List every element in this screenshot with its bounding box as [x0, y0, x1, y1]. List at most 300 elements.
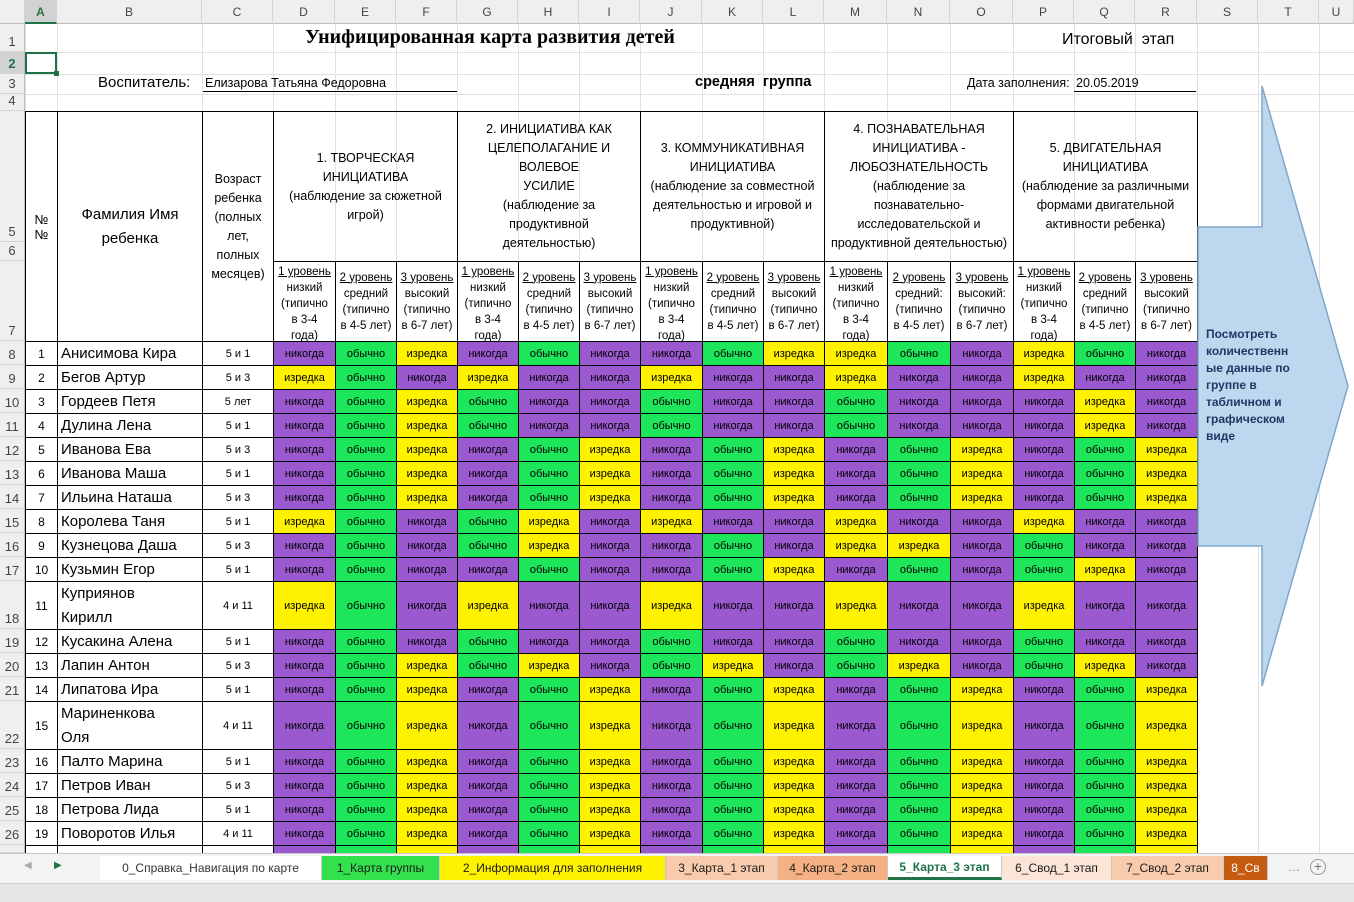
row-header-14[interactable]: 14 — [0, 485, 25, 509]
assessment-cell[interactable]: никогда — [457, 797, 519, 822]
assessment-cell[interactable]: обычно — [335, 629, 397, 654]
sheet-tab-2[interactable]: 2_Информация для заполнения — [440, 856, 666, 880]
row-header-9[interactable]: 9 — [0, 365, 25, 389]
assessment-cell[interactable]: никогда — [273, 701, 336, 750]
assessment-cell[interactable]: никогда — [1135, 653, 1198, 678]
assessment-cell[interactable]: никогда — [1013, 677, 1075, 702]
assessment-cell[interactable]: изредка — [640, 581, 703, 630]
assessment-cell[interactable]: изредка — [396, 677, 458, 702]
assessment-cell[interactable]: обычно — [824, 413, 888, 438]
assessment-cell[interactable]: никогда — [950, 581, 1014, 630]
assessment-cell[interactable]: изредка — [518, 653, 580, 678]
assessment-cell[interactable]: никогда — [640, 749, 703, 774]
row-header-7[interactable]: 7 — [0, 261, 25, 341]
assessment-cell[interactable]: изредка — [950, 797, 1014, 822]
assessment-cell[interactable]: никогда — [457, 773, 519, 798]
assessment-cell[interactable]: никогда — [1135, 341, 1198, 366]
sheet-tab-5[interactable]: 5_Карта_3 этап — [888, 856, 1002, 880]
assessment-cell[interactable]: изредка — [273, 365, 336, 390]
assessment-cell[interactable]: никогда — [396, 509, 458, 534]
assessment-cell[interactable]: обычно — [335, 581, 397, 630]
assessment-cell[interactable]: никогда — [1013, 701, 1075, 750]
assessment-cell[interactable]: изредка — [950, 701, 1014, 750]
assessment-cell[interactable]: обычно — [457, 413, 519, 438]
tabs-more-icon[interactable]: … — [1288, 860, 1300, 874]
assessment-cell[interactable]: никогда — [702, 389, 764, 414]
assessment-cell[interactable]: никогда — [824, 701, 888, 750]
assessment-cell[interactable]: никогда — [824, 437, 888, 462]
assessment-cell[interactable]: изредка — [1135, 437, 1198, 462]
assessment-cell[interactable]: никогда — [887, 389, 951, 414]
assessment-cell[interactable]: обычно — [702, 437, 764, 462]
assessment-cell[interactable]: никогда — [273, 557, 336, 582]
assessment-cell[interactable]: никогда — [640, 677, 703, 702]
assessment-cell[interactable]: никогда — [1013, 389, 1075, 414]
assessment-cell[interactable]: никогда — [457, 557, 519, 582]
assessment-cell[interactable]: обычно — [335, 389, 397, 414]
assessment-cell[interactable]: никогда — [763, 629, 825, 654]
assessment-cell[interactable]: изредка — [887, 653, 951, 678]
assessment-cell[interactable]: изредка — [1013, 509, 1075, 534]
assessment-cell[interactable]: никогда — [396, 581, 458, 630]
assessment-cell[interactable]: обычно — [824, 389, 888, 414]
row-header-4[interactable]: 4 — [0, 94, 25, 111]
column-header-S[interactable]: S — [1197, 0, 1258, 24]
assessment-cell[interactable]: обычно — [1074, 749, 1136, 774]
assessment-cell[interactable]: никогда — [1135, 389, 1198, 414]
assessment-cell[interactable]: никогда — [702, 365, 764, 390]
assessment-cell[interactable]: никогда — [950, 413, 1014, 438]
assessment-cell[interactable]: изредка — [579, 677, 641, 702]
assessment-cell[interactable]: никогда — [457, 485, 519, 510]
assessment-cell[interactable]: никогда — [950, 389, 1014, 414]
assessment-cell[interactable]: никогда — [640, 485, 703, 510]
assessment-cell[interactable]: никогда — [702, 629, 764, 654]
assessment-cell[interactable]: обычно — [1074, 701, 1136, 750]
assessment-cell[interactable]: никогда — [1135, 365, 1198, 390]
assessment-cell[interactable]: никогда — [640, 557, 703, 582]
assessment-cell[interactable]: никогда — [763, 365, 825, 390]
assessment-cell[interactable]: изредка — [950, 437, 1014, 462]
assessment-cell[interactable]: обычно — [640, 413, 703, 438]
assessment-cell[interactable]: никогда — [273, 485, 336, 510]
assessment-cell[interactable]: обычно — [335, 365, 397, 390]
assessment-cell[interactable]: никогда — [1013, 413, 1075, 438]
assessment-cell[interactable]: никогда — [457, 461, 519, 486]
assessment-cell[interactable]: никогда — [702, 413, 764, 438]
row-header-26[interactable]: 26 — [0, 821, 25, 845]
sheet-tab-0[interactable]: 0_Справка_Навигация по карте — [100, 856, 322, 880]
assessment-cell[interactable]: никогда — [950, 533, 1014, 558]
sheet-tab-4[interactable]: 4_Карта_2 этап — [778, 856, 888, 880]
assessment-cell[interactable]: обычно — [335, 341, 397, 366]
assessment-cell[interactable]: никогда — [763, 653, 825, 678]
assessment-cell[interactable]: изредка — [457, 365, 519, 390]
assessment-cell[interactable]: изредка — [396, 701, 458, 750]
assessment-cell[interactable]: обычно — [335, 413, 397, 438]
assessment-cell[interactable]: изредка — [824, 341, 888, 366]
assessment-cell[interactable]: обычно — [518, 557, 580, 582]
assessment-cell[interactable]: обычно — [1013, 533, 1075, 558]
assessment-cell[interactable]: изредка — [396, 773, 458, 798]
assessment-cell[interactable]: никогда — [824, 797, 888, 822]
assessment-cell[interactable]: никогда — [273, 413, 336, 438]
assessment-cell[interactable]: обычно — [518, 485, 580, 510]
column-header-R[interactable]: R — [1135, 0, 1197, 24]
assessment-cell[interactable]: обычно — [457, 389, 519, 414]
assessment-cell[interactable]: изредка — [763, 341, 825, 366]
row-header-10[interactable]: 10 — [0, 389, 25, 413]
column-header-K[interactable]: K — [702, 0, 763, 24]
assessment-cell[interactable]: никогда — [579, 341, 641, 366]
assessment-cell[interactable]: никогда — [273, 629, 336, 654]
assessment-cell[interactable]: никогда — [1013, 461, 1075, 486]
assessment-cell[interactable]: никогда — [1013, 797, 1075, 822]
assessment-cell[interactable]: изредка — [579, 701, 641, 750]
assessment-cell[interactable]: обычно — [457, 533, 519, 558]
assessment-cell[interactable]: никогда — [579, 581, 641, 630]
assessment-cell[interactable]: изредка — [1135, 485, 1198, 510]
assessment-cell[interactable]: никогда — [273, 749, 336, 774]
assessment-cell[interactable]: никогда — [763, 413, 825, 438]
row-header-16[interactable]: 16 — [0, 533, 25, 557]
assessment-cell[interactable]: изредка — [824, 509, 888, 534]
assessment-cell[interactable]: никогда — [273, 533, 336, 558]
assessment-cell[interactable]: изредка — [950, 773, 1014, 798]
assessment-cell[interactable]: изредка — [518, 509, 580, 534]
arrow-text[interactable]: Посмотреть количественн ые данные по группе в табличном и графическом виде — [1206, 327, 1290, 443]
assessment-cell[interactable]: никогда — [1013, 773, 1075, 798]
assessment-cell[interactable]: изредка — [824, 533, 888, 558]
assessment-cell[interactable]: никогда — [273, 437, 336, 462]
assessment-cell[interactable]: обычно — [335, 821, 397, 846]
assessment-cell[interactable]: никогда — [518, 413, 580, 438]
column-header-L[interactable]: L — [763, 0, 824, 24]
assessment-cell[interactable]: обычно — [518, 797, 580, 822]
column-header-P[interactable]: P — [1013, 0, 1074, 24]
assessment-cell[interactable]: никогда — [1135, 581, 1198, 630]
row-header-12[interactable]: 12 — [0, 437, 25, 461]
assessment-cell[interactable]: обычно — [887, 437, 951, 462]
assessment-cell[interactable]: никогда — [273, 821, 336, 846]
assessment-cell[interactable]: никогда — [1074, 581, 1136, 630]
assessment-cell[interactable]: изредка — [396, 485, 458, 510]
assessment-cell[interactable]: никогда — [1135, 509, 1198, 534]
assessment-cell[interactable]: изредка — [1135, 797, 1198, 822]
assessment-cell[interactable]: изредка — [1135, 773, 1198, 798]
column-header-T[interactable]: T — [1258, 0, 1319, 24]
assessment-cell[interactable]: обычно — [335, 749, 397, 774]
assessment-cell[interactable]: изредка — [763, 701, 825, 750]
select-all-corner[interactable] — [0, 0, 25, 24]
assessment-cell[interactable]: никогда — [457, 677, 519, 702]
assessment-cell[interactable]: изредка — [1013, 341, 1075, 366]
assessment-cell[interactable]: никогда — [457, 701, 519, 750]
add-sheet-icon[interactable]: + — [1310, 859, 1326, 875]
assessment-cell[interactable]: обычно — [335, 461, 397, 486]
assessment-cell[interactable]: обычно — [518, 437, 580, 462]
sheet-tab-3[interactable]: 3_Карта_1 этап — [666, 856, 778, 880]
assessment-cell[interactable]: изредка — [950, 821, 1014, 846]
assessment-cell[interactable]: изредка — [273, 581, 336, 630]
assessment-cell[interactable]: изредка — [396, 749, 458, 774]
assessment-cell[interactable]: обычно — [1013, 653, 1075, 678]
assessment-cell[interactable]: никогда — [1074, 365, 1136, 390]
assessment-cell[interactable]: обычно — [518, 677, 580, 702]
assessment-cell[interactable]: никогда — [1074, 509, 1136, 534]
assessment-cell[interactable]: никогда — [824, 557, 888, 582]
assessment-cell[interactable]: обычно — [702, 821, 764, 846]
assessment-cell[interactable]: изредка — [763, 797, 825, 822]
column-header-C[interactable]: C — [202, 0, 273, 24]
assessment-cell[interactable]: никогда — [457, 749, 519, 774]
assessment-cell[interactable]: обычно — [702, 557, 764, 582]
assessment-cell[interactable]: никогда — [579, 557, 641, 582]
column-header-H[interactable]: H — [518, 0, 579, 24]
assessment-cell[interactable]: обычно — [702, 341, 764, 366]
sheet-tab-7[interactable]: 7_Свод_2 этап — [1112, 856, 1224, 880]
column-header-M[interactable]: M — [824, 0, 887, 24]
column-header-N[interactable]: N — [887, 0, 950, 24]
assessment-cell[interactable]: изредка — [950, 749, 1014, 774]
assessment-cell[interactable]: обычно — [887, 677, 951, 702]
assessment-cell[interactable]: изредка — [273, 509, 336, 534]
assessment-cell[interactable]: никогда — [1135, 557, 1198, 582]
assessment-cell[interactable]: изредка — [579, 821, 641, 846]
assessment-cell[interactable]: изредка — [396, 413, 458, 438]
assessment-cell[interactable]: обычно — [457, 653, 519, 678]
row-header-25[interactable]: 25 — [0, 797, 25, 821]
assessment-cell[interactable]: изредка — [950, 485, 1014, 510]
assessment-cell[interactable]: изредка — [640, 509, 703, 534]
assessment-cell[interactable]: изредка — [763, 461, 825, 486]
assessment-cell[interactable]: никогда — [273, 677, 336, 702]
assessment-cell[interactable]: изредка — [579, 437, 641, 462]
column-header-J[interactable]: J — [640, 0, 702, 24]
column-header-Q[interactable]: Q — [1074, 0, 1135, 24]
assessment-cell[interactable]: никогда — [640, 797, 703, 822]
assessment-cell[interactable]: изредка — [950, 461, 1014, 486]
column-header-I[interactable]: I — [579, 0, 640, 24]
assessment-cell[interactable]: никогда — [950, 629, 1014, 654]
row-header-2[interactable]: 2 — [0, 52, 25, 74]
assessment-cell[interactable]: обычно — [702, 797, 764, 822]
assessment-cell[interactable]: изредка — [1135, 821, 1198, 846]
assessment-cell[interactable]: изредка — [640, 365, 703, 390]
row-header-13[interactable]: 13 — [0, 461, 25, 485]
column-header-O[interactable]: O — [950, 0, 1013, 24]
assessment-cell[interactable]: обычно — [702, 533, 764, 558]
sheet-tab-6[interactable]: 6_Свод_1 этап — [1002, 856, 1112, 880]
assessment-cell[interactable]: никогда — [273, 389, 336, 414]
assessment-cell[interactable]: изредка — [457, 581, 519, 630]
assessment-cell[interactable]: никогда — [579, 629, 641, 654]
assessment-cell[interactable]: никогда — [457, 821, 519, 846]
column-header-E[interactable]: E — [335, 0, 396, 24]
assessment-cell[interactable]: никогда — [763, 389, 825, 414]
assessment-cell[interactable]: никогда — [1013, 749, 1075, 774]
assessment-cell[interactable]: обычно — [1074, 485, 1136, 510]
assessment-cell[interactable]: никогда — [824, 821, 888, 846]
assessment-cell[interactable]: обычно — [518, 773, 580, 798]
assessment-cell[interactable]: изредка — [1135, 677, 1198, 702]
assessment-cell[interactable]: обычно — [887, 557, 951, 582]
column-header-F[interactable]: F — [396, 0, 457, 24]
row-header-3[interactable]: 3 — [0, 74, 25, 94]
assessment-cell[interactable]: обычно — [335, 509, 397, 534]
assessment-cell[interactable]: никогда — [396, 365, 458, 390]
assessment-cell[interactable]: обычно — [1074, 437, 1136, 462]
row-header-23[interactable]: 23 — [0, 749, 25, 773]
assessment-cell[interactable]: обычно — [1074, 797, 1136, 822]
assessment-cell[interactable]: обычно — [887, 821, 951, 846]
assessment-cell[interactable]: обычно — [1013, 629, 1075, 654]
row-header-18[interactable]: 18 — [0, 581, 25, 629]
row-header-21[interactable]: 21 — [0, 677, 25, 701]
assessment-cell[interactable]: изредка — [763, 749, 825, 774]
assessment-cell[interactable]: никогда — [640, 533, 703, 558]
assessment-cell[interactable]: обычно — [335, 485, 397, 510]
assessment-cell[interactable]: никогда — [640, 701, 703, 750]
row-header-1[interactable]: 1 — [0, 24, 25, 52]
assessment-cell[interactable]: никогда — [1135, 533, 1198, 558]
assessment-cell[interactable]: изредка — [887, 533, 951, 558]
assessment-cell[interactable]: изредка — [579, 749, 641, 774]
assessment-cell[interactable]: никогда — [950, 341, 1014, 366]
assessment-cell[interactable]: изредка — [396, 461, 458, 486]
assessment-cell[interactable]: никогда — [273, 797, 336, 822]
assessment-cell[interactable]: обычно — [702, 677, 764, 702]
assessment-cell[interactable]: обычно — [887, 797, 951, 822]
assessment-cell[interactable]: никогда — [887, 365, 951, 390]
assessment-cell[interactable]: обычно — [702, 773, 764, 798]
assessment-cell[interactable]: изредка — [763, 773, 825, 798]
assessment-cell[interactable]: никогда — [950, 557, 1014, 582]
assessment-cell[interactable]: никогда — [396, 629, 458, 654]
assessment-cell[interactable]: никогда — [1074, 533, 1136, 558]
assessment-cell[interactable]: обычно — [518, 821, 580, 846]
assessment-cell[interactable]: обычно — [518, 461, 580, 486]
assessment-cell[interactable]: изредка — [396, 437, 458, 462]
assessment-cell[interactable]: изредка — [579, 461, 641, 486]
assessment-cell[interactable]: обычно — [457, 629, 519, 654]
sheet-tab-1[interactable]: 1_Карта группы — [322, 856, 440, 880]
assessment-cell[interactable]: обычно — [335, 701, 397, 750]
assessment-cell[interactable]: никогда — [763, 581, 825, 630]
assessment-cell[interactable]: никогда — [640, 821, 703, 846]
assessment-cell[interactable]: изредка — [1013, 581, 1075, 630]
assessment-cell[interactable]: никогда — [824, 773, 888, 798]
assessment-cell[interactable]: изредка — [763, 557, 825, 582]
assessment-cell[interactable]: обычно — [887, 749, 951, 774]
assessment-cell[interactable]: никогда — [950, 653, 1014, 678]
row-header-15[interactable]: 15 — [0, 509, 25, 533]
assessment-cell[interactable]: обычно — [518, 701, 580, 750]
assessment-cell[interactable]: обычно — [702, 461, 764, 486]
assessment-cell[interactable]: изредка — [396, 341, 458, 366]
assessment-cell[interactable]: никогда — [579, 533, 641, 558]
assessment-cell[interactable]: никогда — [887, 413, 951, 438]
assessment-cell[interactable]: обычно — [335, 557, 397, 582]
assessment-cell[interactable]: обычно — [887, 341, 951, 366]
assessment-cell[interactable]: никогда — [273, 773, 336, 798]
selected-cell[interactable] — [25, 52, 57, 74]
assessment-cell[interactable]: изредка — [763, 821, 825, 846]
row-header-6[interactable]: 6 — [0, 242, 25, 261]
assessment-cell[interactable]: обычно — [457, 509, 519, 534]
assessment-cell[interactable]: никогда — [887, 581, 951, 630]
assessment-cell[interactable]: никогда — [702, 509, 764, 534]
assessment-cell[interactable]: обычно — [887, 773, 951, 798]
assessment-cell[interactable]: никогда — [950, 365, 1014, 390]
assessment-cell[interactable]: обычно — [335, 677, 397, 702]
assessment-cell[interactable]: никогда — [640, 773, 703, 798]
assessment-cell[interactable]: никогда — [579, 509, 641, 534]
row-header-19[interactable]: 19 — [0, 629, 25, 653]
assessment-cell[interactable]: никогда — [1135, 413, 1198, 438]
assessment-cell[interactable]: обычно — [702, 485, 764, 510]
assessment-cell[interactable]: обычно — [887, 461, 951, 486]
row-header-5[interactable]: 5 — [0, 111, 25, 242]
assessment-cell[interactable]: никогда — [824, 749, 888, 774]
assessment-cell[interactable]: никогда — [763, 509, 825, 534]
assessment-cell[interactable]: обычно — [1074, 773, 1136, 798]
assessment-cell[interactable]: изредка — [763, 437, 825, 462]
assessment-cell[interactable]: обычно — [518, 749, 580, 774]
assessment-cell[interactable]: обычно — [824, 653, 888, 678]
assessment-cell[interactable]: обычно — [335, 437, 397, 462]
column-header-U[interactable]: U — [1319, 0, 1354, 24]
row-header-24[interactable]: 24 — [0, 773, 25, 797]
column-header-A[interactable]: A — [25, 0, 57, 24]
assessment-cell[interactable]: изредка — [702, 653, 764, 678]
assessment-cell[interactable]: никогда — [273, 461, 336, 486]
assessment-cell[interactable]: никогда — [1013, 485, 1075, 510]
assessment-cell[interactable]: никогда — [1013, 821, 1075, 846]
assessment-cell[interactable]: обычно — [640, 629, 703, 654]
assessment-cell[interactable]: изредка — [1074, 413, 1136, 438]
assessment-cell[interactable]: изредка — [1074, 389, 1136, 414]
assessment-cell[interactable]: изредка — [1135, 461, 1198, 486]
assessment-cell[interactable]: никогда — [1013, 437, 1075, 462]
assessment-cell[interactable]: никогда — [457, 437, 519, 462]
row-header-8[interactable]: 8 — [0, 341, 25, 365]
assessment-cell[interactable]: изредка — [824, 365, 888, 390]
assessment-cell[interactable]: обычно — [1013, 557, 1075, 582]
assessment-cell[interactable]: обычно — [640, 389, 703, 414]
assessment-cell[interactable]: изредка — [1013, 365, 1075, 390]
column-header-G[interactable]: G — [457, 0, 518, 24]
assessment-cell[interactable]: никогда — [518, 581, 580, 630]
assessment-cell[interactable]: обычно — [1074, 341, 1136, 366]
assessment-cell[interactable]: изредка — [579, 797, 641, 822]
assessment-cell[interactable]: изредка — [396, 653, 458, 678]
assessment-cell[interactable]: никогда — [579, 365, 641, 390]
assessment-cell[interactable]: обычно — [702, 749, 764, 774]
assessment-cell[interactable]: никогда — [518, 629, 580, 654]
assessment-cell[interactable]: никогда — [950, 509, 1014, 534]
assessment-cell[interactable]: никогда — [457, 341, 519, 366]
assessment-cell[interactable]: никогда — [396, 557, 458, 582]
sheet-tab-8[interactable]: 8_Св — [1224, 856, 1268, 880]
assessment-cell[interactable]: обычно — [518, 341, 580, 366]
assessment-cell[interactable]: обычно — [1074, 461, 1136, 486]
column-header-B[interactable]: B — [57, 0, 202, 24]
assessment-cell[interactable]: изредка — [396, 821, 458, 846]
assessment-cell[interactable]: обычно — [640, 653, 703, 678]
assessment-cell[interactable]: изредка — [950, 677, 1014, 702]
assessment-cell[interactable]: изредка — [579, 773, 641, 798]
